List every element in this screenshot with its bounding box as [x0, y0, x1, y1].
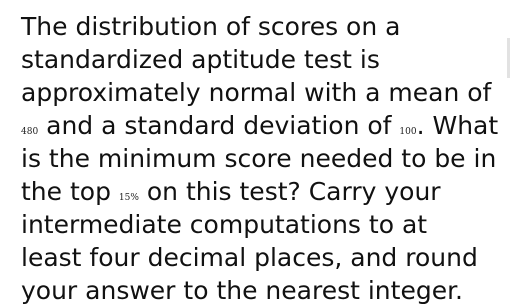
question-line-6-end: on this test? Carry your [138, 177, 441, 206]
question-line-4-end: . What [416, 111, 499, 140]
mean-value: 480 [21, 127, 39, 137]
question-line-5: is the minimum score needed to be in [21, 144, 497, 173]
question-line-4 [21, 109, 507, 142]
question-line-4-mid: and a standard deviation of [38, 111, 400, 140]
percent-value: 15% [118, 193, 139, 203]
question-line-6-start: the top [21, 177, 119, 206]
question-text [21, 10, 507, 307]
question-line-9: your answer to the nearest integer. [21, 276, 464, 305]
question-line-3: approximately normal with a mean of [21, 78, 492, 107]
question-line-1: The distribution of scores on a [21, 12, 401, 41]
question-line-2: standardized aptitude test is [21, 45, 380, 74]
standard-deviation-value: 100 [399, 127, 417, 137]
question-line-7: intermediate computations to at [21, 210, 428, 239]
question-line-8: least four decimal places, and round [21, 243, 478, 272]
question-line-6 [21, 175, 507, 208]
